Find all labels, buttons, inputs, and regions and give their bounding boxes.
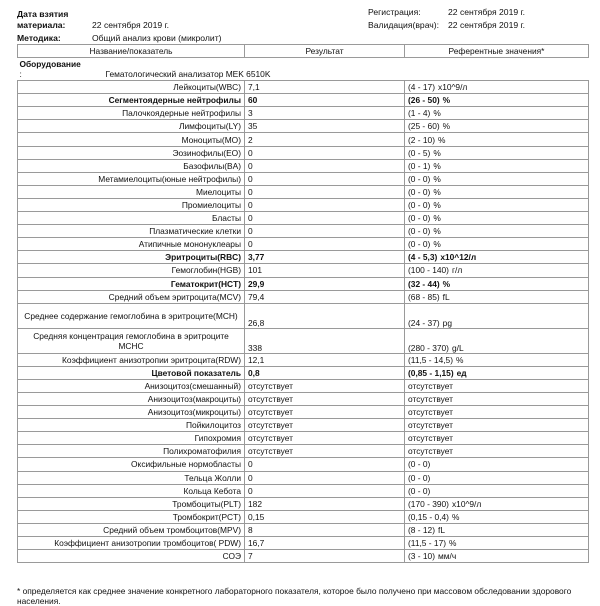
table-row <box>18 107 589 120</box>
row-name: Базофилы(BA) <box>18 159 245 172</box>
table-row <box>18 303 589 328</box>
reference-range: отсутствует <box>408 420 453 431</box>
row-result: 7,1 <box>245 81 405 94</box>
row-result: 3 <box>245 107 405 120</box>
registration-label: Регистрация: <box>368 7 421 17</box>
equipment-label: Оборудование <box>19 59 81 70</box>
reference-unit: % <box>449 538 457 549</box>
reference-range: (26 - 50) <box>408 95 440 106</box>
row-reference <box>405 379 589 392</box>
table-row <box>18 185 589 198</box>
row-reference <box>405 303 589 328</box>
reference-unit: % <box>433 226 441 237</box>
reference-range: (4 - 5,3) <box>408 252 438 263</box>
row-name: Сегментоядерные нейтрофилы <box>18 94 245 107</box>
reference-range: (170 - 390) <box>408 498 449 509</box>
reference-range: (0,15 - 0,4) <box>408 511 449 522</box>
method-value: Общий анализ крови (микролит) <box>92 33 222 43</box>
table-row <box>18 146 589 159</box>
row-result: отсутствует <box>245 379 405 392</box>
row-name: Коэффициент анизотропии эритроцита(RDW) <box>18 353 245 366</box>
table-row <box>18 379 589 392</box>
row-name: Полихроматофилия <box>18 445 245 458</box>
row-result: 0 <box>245 458 405 471</box>
row-name: Средняя концентрация гемоглобина в эритроците MCHC <box>18 328 245 353</box>
row-result: 29,9 <box>245 277 405 290</box>
row-name: Гемоглобин(HGB) <box>18 264 245 277</box>
reference-range: отсутствует <box>408 394 453 405</box>
reference-unit: x10^12/л <box>440 252 477 263</box>
reference-range: (0 - 0) <box>408 485 431 496</box>
row-result: 16,7 <box>245 537 405 550</box>
row-result: 0 <box>245 146 405 159</box>
reference-range: (100 - 140) <box>408 265 449 276</box>
row-result: 0 <box>245 212 405 225</box>
reference-unit: % <box>433 160 441 171</box>
footnote: * определяется как среднее значение конкретного лабораторного показателя, которое было получено при массовом обследовании здорового населения. <box>17 586 572 606</box>
reference-unit: fL <box>442 291 450 302</box>
row-name: Промиелоциты <box>18 198 245 211</box>
registration-date: 22 сентября 2019 г. <box>448 7 525 17</box>
row-reference <box>405 406 589 419</box>
row-reference <box>405 419 589 432</box>
row-name: Лимфоциты(LY) <box>18 120 245 133</box>
row-name: Анизоцитоз(смешанный) <box>18 379 245 392</box>
row-reference <box>405 185 589 198</box>
reference-unit: % <box>451 511 460 522</box>
row-result: 0 <box>245 159 405 172</box>
row-name: Средний объем тромбоцитов(MPV) <box>18 523 245 536</box>
reference-unit: fL <box>438 524 445 535</box>
table-row <box>18 550 589 563</box>
row-name: Анизоцитоз(микроциты) <box>18 406 245 419</box>
row-result: 79,4 <box>245 290 405 303</box>
row-result: 12,1 <box>245 353 405 366</box>
reference-range: (25 - 60) <box>408 121 440 132</box>
reference-range: отсутствует <box>408 433 453 444</box>
reference-range: (11,5 - 14,5) <box>408 354 453 365</box>
reference-range: (0 - 0) <box>408 186 431 197</box>
collection-date-label-line2: материала: <box>17 20 66 30</box>
row-reference <box>405 366 589 379</box>
table-row <box>18 537 589 550</box>
row-reference <box>405 225 589 238</box>
row-reference <box>405 458 589 471</box>
row-result: 35 <box>245 120 405 133</box>
table-row <box>18 523 589 536</box>
reference-range: (4 - 17) <box>408 82 435 93</box>
reference-unit: мм/ч <box>438 551 457 562</box>
table-row <box>18 277 589 290</box>
reference-unit: % <box>433 173 441 184</box>
row-result: отсутствует <box>245 392 405 405</box>
table-row <box>18 120 589 133</box>
reference-unit: ед <box>456 367 467 378</box>
reference-unit: % <box>438 134 446 145</box>
table-row <box>18 471 589 484</box>
row-name: Эозинофилы(EO) <box>18 146 245 159</box>
reference-range: (0 - 0) <box>408 459 431 470</box>
row-reference <box>405 484 589 497</box>
row-reference <box>405 510 589 523</box>
row-result: 60 <box>245 94 405 107</box>
row-result: 338 <box>245 328 405 353</box>
reference-range: (0 - 0) <box>408 472 431 483</box>
row-reference <box>405 107 589 120</box>
row-reference <box>405 212 589 225</box>
equipment-value: Гематологический анализатор MEK 6510K <box>105 69 271 80</box>
reference-unit: % <box>433 108 441 119</box>
row-name: СОЭ <box>18 550 245 563</box>
row-name: Моноциты(MO) <box>18 133 245 146</box>
reference-range: (2 - 10) <box>408 134 435 145</box>
reference-unit: g/L <box>451 342 464 353</box>
row-reference <box>405 537 589 550</box>
row-reference <box>405 238 589 251</box>
table-row <box>18 212 589 225</box>
row-reference <box>405 353 589 366</box>
row-reference <box>405 290 589 303</box>
row-result: 3,77 <box>245 251 405 264</box>
row-result: 8 <box>245 523 405 536</box>
column-header-name: Название/показатель <box>18 45 245 58</box>
row-reference <box>405 264 589 277</box>
row-name: Гипохромия <box>18 432 245 445</box>
table-row <box>18 159 589 172</box>
row-reference <box>405 550 589 563</box>
table-row <box>18 497 589 510</box>
reference-unit: % <box>442 278 451 289</box>
table-row <box>18 198 589 211</box>
collection-date-label-line1: Дата взятия <box>17 9 69 19</box>
reference-unit: г/л <box>451 265 463 276</box>
table-row <box>18 225 589 238</box>
row-reference <box>405 81 589 94</box>
reference-unit: x10^9/л <box>451 498 482 509</box>
row-name: Палочкоядерные нейтрофилы <box>18 107 245 120</box>
row-result: 182 <box>245 497 405 510</box>
table-row <box>18 458 589 471</box>
table-row <box>18 484 589 497</box>
table-row <box>18 366 589 379</box>
reference-range: (0 - 1) <box>408 160 431 171</box>
row-reference <box>405 159 589 172</box>
row-name: Лейкоциты(WBC) <box>18 81 245 94</box>
row-result: 0,8 <box>245 366 405 379</box>
row-result: 0 <box>245 238 405 251</box>
row-name: Анизоцитоз(макроциты) <box>18 392 245 405</box>
reference-range: (1 - 4) <box>408 108 431 119</box>
collection-date-value: 22 сентября 2019 г. <box>92 20 169 30</box>
row-name: Эритроциты(RBC) <box>18 251 245 264</box>
row-reference <box>405 432 589 445</box>
reference-unit: % <box>433 199 441 210</box>
row-name: Плазматические клетки <box>18 225 245 238</box>
reference-unit: pg <box>442 317 452 328</box>
row-reference <box>405 523 589 536</box>
row-name: Кольца Кебота <box>18 484 245 497</box>
reference-range: (3 - 10) <box>408 551 435 562</box>
row-result: отсутствует <box>245 445 405 458</box>
row-result: 0 <box>245 198 405 211</box>
row-name: Тромбокрит(PCT) <box>18 510 245 523</box>
table-row <box>18 392 589 405</box>
table-row <box>18 406 589 419</box>
row-name: Тельца Жолли <box>18 471 245 484</box>
reference-range: отсутствует <box>408 380 453 391</box>
table-row <box>18 133 589 146</box>
column-header-reference: Референтные значения* <box>405 45 589 58</box>
row-result: 0 <box>245 484 405 497</box>
row-name: Бласты <box>18 212 245 225</box>
method-label: Методика: <box>17 33 61 43</box>
reference-unit: x10^9/л <box>438 82 468 93</box>
row-reference <box>405 392 589 405</box>
table-row <box>18 251 589 264</box>
reference-unit: % <box>442 121 451 132</box>
row-reference <box>405 120 589 133</box>
row-result: отсутствует <box>245 432 405 445</box>
row-result: 0 <box>245 172 405 185</box>
reference-unit: % <box>433 147 441 158</box>
reference-unit: % <box>433 213 441 224</box>
table-row <box>18 81 589 94</box>
table-row <box>18 238 589 251</box>
row-result: 0 <box>245 185 405 198</box>
table-row <box>18 264 589 277</box>
row-result: 2 <box>245 133 405 146</box>
reference-range: (24 - 37) <box>408 317 440 328</box>
row-result: 0 <box>245 225 405 238</box>
row-reference <box>405 277 589 290</box>
row-reference <box>405 133 589 146</box>
table-row <box>18 445 589 458</box>
reference-unit: % <box>433 239 441 250</box>
row-name: Метамиелоциты(юные нейтрофилы) <box>18 172 245 185</box>
table-row <box>18 510 589 523</box>
row-name: Атипичные мононуклеары <box>18 238 245 251</box>
reference-range: (0,85 - 1,15) <box>408 367 454 378</box>
reference-range: (0 - 0) <box>408 226 431 237</box>
row-reference <box>405 94 589 107</box>
row-name: Гематокрит(HCT) <box>18 277 245 290</box>
table-row <box>18 419 589 432</box>
reference-unit: % <box>456 354 464 365</box>
row-reference <box>405 172 589 185</box>
reference-range: (0 - 0) <box>408 213 431 224</box>
row-result: 101 <box>245 264 405 277</box>
reference-range: (0 - 0) <box>408 199 431 210</box>
reference-range: (8 - 12) <box>408 524 435 535</box>
reference-range: (0 - 0) <box>408 239 431 250</box>
table-row <box>18 432 589 445</box>
row-result: 0 <box>245 471 405 484</box>
reference-unit: % <box>433 186 441 197</box>
row-name: Цветовой показатель <box>18 366 245 379</box>
reference-range: (280 - 370) <box>408 342 449 353</box>
table-row <box>18 94 589 107</box>
row-result: 0,15 <box>245 510 405 523</box>
results-table <box>17 44 589 563</box>
row-name: Тромбоциты(PLT) <box>18 497 245 510</box>
row-result: 26,8 <box>245 303 405 328</box>
reference-range: (68 - 85) <box>408 291 440 302</box>
row-reference <box>405 445 589 458</box>
row-result: 7 <box>245 550 405 563</box>
validation-label: Валидация(врач): <box>368 20 440 30</box>
column-header-result: Результат <box>245 45 405 58</box>
equipment-colon: : <box>19 69 22 80</box>
row-reference <box>405 328 589 353</box>
table-row <box>18 172 589 185</box>
reference-range: (0 - 5) <box>408 147 431 158</box>
row-result: отсутствует <box>245 406 405 419</box>
reference-range: (11,5 - 17) <box>408 538 447 549</box>
reference-range: отсутствует <box>408 407 453 418</box>
row-reference <box>405 471 589 484</box>
row-name: Оксифильные нормобласты <box>18 458 245 471</box>
row-reference <box>405 146 589 159</box>
reference-unit: % <box>442 95 451 106</box>
equipment-row <box>18 58 589 81</box>
row-reference <box>405 497 589 510</box>
reference-range: отсутствует <box>408 446 453 457</box>
table-row <box>18 353 589 366</box>
table-row <box>18 290 589 303</box>
row-name: Средний объем эритроцита(MCV) <box>18 290 245 303</box>
row-reference <box>405 251 589 264</box>
validation-date: 22 сентября 2019 г. <box>448 20 525 30</box>
reference-range: (0 - 0) <box>408 173 431 184</box>
row-name: Среднее содержание гемоглобина в эритроците(MCH) <box>18 303 245 328</box>
row-reference <box>405 198 589 211</box>
table-row <box>18 328 589 353</box>
row-name: Коэффициент анизотропии тромбоцитов( PDW) <box>18 537 245 550</box>
row-result: отсутствует <box>245 419 405 432</box>
row-name: Миелоциты <box>18 185 245 198</box>
row-name: Пойкилоцитоз <box>18 419 245 432</box>
table-header-row <box>18 45 589 58</box>
reference-range: (32 - 44) <box>408 278 440 289</box>
